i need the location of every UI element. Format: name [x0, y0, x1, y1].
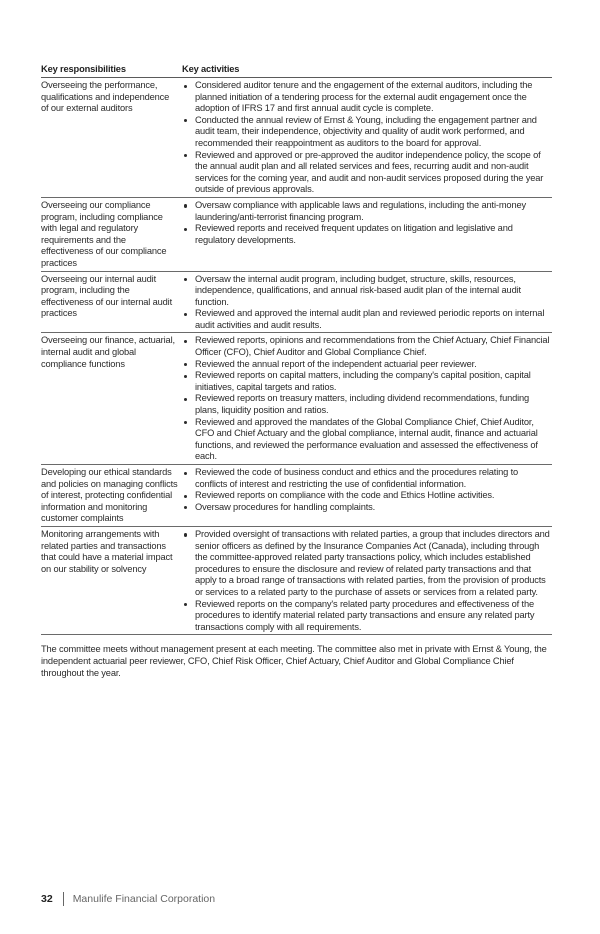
activity-item: Oversaw compliance with applicable laws and regulations, including the anti-money laundering/anti-terrorist financing program.	[182, 200, 552, 223]
responsibilities-table	[41, 64, 552, 635]
page-content	[41, 64, 552, 688]
table-header-row	[41, 64, 552, 78]
responsibility-cell: Overseeing our finance, actuarial, internal audit and global compliance functions	[41, 333, 182, 465]
responsibility-cell: Developing our ethical standards and policies on managing conflicts of interest, protecting confidential information and monitoring customer complaints	[41, 465, 182, 527]
activity-item: Reviewed reports on treasury matters, including dividend recommendations, funding plans, liquidity position and ratios.	[182, 393, 552, 416]
activity-item: Provided oversight of transactions with related parties, a group that includes directors and senior officers as defined by the Insurance Companies Act (Canada), including through the committee-approved related party transactions policy, which includes established procedures to ensure the disclosure and review of related party transactions and that apply to a broad range of transactions with related parties, from the provision of products or services to a related party to the purchase of assets or services from a related party.	[182, 529, 552, 599]
activity-item: Reviewed the code of business conduct and ethics and the procedures relating to conflicts of interest and restricting the use of confidential information.	[182, 467, 552, 490]
activity-item: Reviewed and approved the internal audit plan and reviewed periodic reports on internal audit activities and audit results.	[182, 308, 552, 331]
table-row	[41, 465, 552, 527]
activity-item: Reviewed reports on the company's related party procedures and effectiveness of the procedures to identify material related party transactions and ensure any related party transactions comply with all requirements.	[182, 599, 552, 634]
header-key-responsibilities: Key responsibilities	[41, 64, 182, 78]
table-body	[41, 78, 552, 635]
responsibility-cell: Overseeing our compliance program, including compliance with legal and regulatory requirements and the effectiveness of our compliance practices	[41, 197, 182, 271]
activity-item: Reviewed the annual report of the independent actuarial peer reviewer.	[182, 359, 552, 371]
table-row	[41, 333, 552, 465]
activities-cell	[182, 78, 552, 198]
table-row	[41, 197, 552, 271]
activities-cell	[182, 197, 552, 271]
table-row	[41, 271, 552, 333]
page-number: 32	[41, 893, 53, 905]
activity-item: Considered auditor tenure and the engagement of the external auditors, including the planned initiation of a tendering process for the external audit engagement once the adoption of IFRS 17 and first annual audit cycle is complete.	[182, 80, 552, 115]
activities-list	[182, 467, 552, 513]
activities-list	[182, 80, 552, 196]
activity-item: Oversaw the internal audit program, including budget, structure, skills, resources, independence, qualifications, and annual risk-based audit plan of the internal audit function.	[182, 274, 552, 309]
activity-item: Reviewed and approved the mandates of the Global Compliance Chief, Chief Auditor, CFO and Chief Actuary and the global compliance, internal audit, finance and actuarial functions, and reviewed the performance evaluation and assessed the effectiveness of each.	[182, 417, 552, 463]
activities-list	[182, 529, 552, 633]
activity-item: Reviewed reports on compliance with the code and Ethics Hotline activities.	[182, 490, 552, 502]
activities-list	[182, 274, 552, 332]
activities-cell	[182, 526, 552, 634]
activities-cell	[182, 465, 552, 527]
page-footer	[41, 892, 215, 906]
table-row	[41, 78, 552, 198]
activities-cell	[182, 271, 552, 333]
responsibility-cell: Overseeing our internal audit program, including the effectiveness of our internal audit practices	[41, 271, 182, 333]
responsibility-cell: Overseeing the performance, qualifications and independence of our external auditors	[41, 78, 182, 198]
table-row	[41, 526, 552, 634]
activity-item: Reviewed reports and received frequent updates on litigation and legislative and regulatory developments.	[182, 223, 552, 246]
corporation-name: Manulife Financial Corporation	[72, 893, 216, 905]
activities-list	[182, 200, 552, 246]
responsibility-cell: Monitoring arrangements with related parties and transactions that could have a material impact on our stability or solvency	[41, 526, 182, 634]
closing-paragraph: The committee meets without management present at each meeting. The committee also met in private with Ernst & Young, the independent actuarial peer reviewer, CFO, Chief Risk Officer, Chief Actuary, Chief Auditor and Global Compliance Chief throughout the year.	[41, 644, 547, 678]
activities-cell	[182, 333, 552, 465]
activities-list	[182, 335, 552, 463]
activity-item: Reviewed reports, opinions and recommendations from the Chief Actuary, Chief Financial Officer (CFO), Chief Auditor and Global Compliance Chief.	[182, 335, 552, 358]
activity-item: Reviewed and approved or pre-approved the auditor independence policy, the scope of the annual audit plan and all related services and fees, recurring audit and non-audit services for the coming year, and audit and non-audit services proposed during the year outside of previous approvals.	[182, 150, 552, 196]
footer-divider	[63, 892, 64, 906]
activity-item: Conducted the annual review of Ernst & Young, including the engagement partner and audit team, their independence, objectivity and quality of audit work performed, and recommended their reappointment as auditors to the board for approval.	[182, 115, 552, 150]
activity-item: Oversaw procedures for handling complaints.	[182, 502, 552, 514]
activity-item: Reviewed reports on capital matters, including the company's capital position, capital initiatives, capital targets and ratios.	[182, 370, 552, 393]
header-key-activities: Key activities	[182, 64, 552, 78]
